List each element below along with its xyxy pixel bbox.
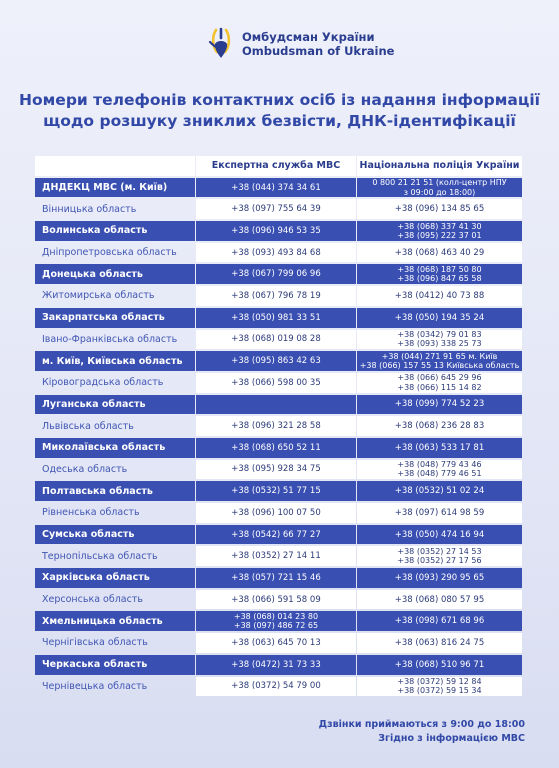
expert-service-phone: [196, 373, 356, 393]
table-row: [35, 198, 525, 220]
national-police-phone: [357, 373, 522, 393]
phone-number: +38 (0372) 54 79 00: [231, 681, 321, 692]
phone-number: +38 (093) 493 84 68: [231, 247, 321, 258]
expert-service-phone: [196, 546, 356, 566]
national-police-phone: [357, 243, 522, 263]
region-name: Херсонська область: [42, 594, 143, 606]
national-police-phone: [357, 416, 522, 436]
national-police-phone: [357, 395, 522, 415]
phone-number: +38 (0542) 66 77 27: [231, 529, 321, 540]
phone-number: +38 (048) 779 46 51: [397, 469, 482, 479]
national-police-phone: [357, 308, 522, 328]
expert-service-phone: [196, 178, 356, 198]
national-police-phone: [357, 460, 522, 480]
table-row: [35, 676, 525, 698]
phone-number: з 09:00 до 18:00): [403, 187, 476, 197]
table-row: [35, 285, 525, 307]
region-name: м. Київ, Київська область: [35, 351, 195, 371]
contacts-table: [35, 155, 525, 697]
phone-number: +38 (066) 115 14 82: [397, 382, 482, 392]
phone-number: +38 (098) 671 68 96: [394, 616, 485, 627]
expert-service-phone: [196, 503, 356, 523]
region-name: Дніпропетровська область: [42, 247, 177, 259]
phone-number: +38 (067) 796 78 19: [231, 290, 321, 301]
phone-number: 0 800 21 21 51 (колл-центр НПУ: [372, 178, 507, 188]
phone-number: +38 (057) 721 15 46: [231, 572, 321, 583]
phone-number: +38 (050) 981 33 51: [231, 312, 321, 323]
expert-service-phone: [196, 264, 356, 284]
expert-service-phone: [196, 611, 356, 631]
page-title-line-1: Номери телефонів контактних осіб із надання інформації: [19, 91, 540, 109]
national-police-phone: [357, 655, 522, 675]
phone-number: +38 (097) 755 64 39: [231, 204, 321, 215]
expert-service-phone: [196, 221, 356, 241]
national-police-phone: [357, 264, 522, 284]
phone-number: +38 (068) 236 28 83: [394, 421, 485, 432]
region-name: Чернівецька область: [42, 680, 148, 692]
phone-number: +38 (063) 645 70 13: [231, 637, 321, 648]
logo-title-en: Ombudsman of Ukraine: [242, 44, 395, 58]
ombudsman-hand-icon: [206, 26, 236, 62]
phone-number: +38 (044) 271 91 65 м. Київ: [381, 351, 498, 361]
phone-number: +38 (096) 847 65 58: [397, 274, 482, 284]
phone-number: +38 (068) 187 50 80: [397, 264, 482, 274]
table-row: [35, 632, 525, 654]
region-name: Чернігівська область: [42, 637, 148, 649]
table-row: [35, 415, 525, 437]
phone-number: +38 (068) 014 23 80: [233, 611, 319, 621]
table-row: [35, 350, 525, 372]
region-name: Черкаська область: [35, 655, 195, 675]
table-header-row: [35, 155, 525, 177]
expert-service-phone: [196, 438, 356, 458]
phone-number: +38 (044) 374 34 61: [231, 182, 321, 193]
expert-service-phone: [196, 308, 356, 328]
phone-number: +38 (093) 338 25 73: [397, 339, 482, 349]
header-region: [35, 156, 195, 176]
table-row: [35, 459, 525, 481]
table-row: [35, 394, 525, 416]
phone-number: +38 (096) 134 85 65: [394, 204, 485, 215]
ombudsman-logo: [206, 24, 395, 64]
page-title: [0, 90, 559, 132]
footer-hours: Дзвінки приймаються з 9:00 до 18:00: [318, 719, 525, 730]
expert-service-phone: [196, 460, 356, 480]
phone-number: +38 (096) 321 28 58: [231, 421, 321, 432]
table-row: [35, 263, 525, 285]
table-row: [35, 545, 525, 567]
phone-number: +38 (0372) 59 15 34: [397, 686, 482, 696]
phone-number: +38 (095) 928 34 75: [231, 464, 321, 475]
national-police-phone: [357, 178, 522, 198]
phone-number: +38 (0472) 31 73 33: [231, 659, 321, 670]
national-police-phone: [357, 481, 522, 501]
national-police-phone: [357, 199, 522, 219]
region-name: Житомирська область: [42, 290, 155, 302]
region-name: Миколаївська область: [35, 438, 195, 458]
phone-number: +38 (097) 614 98 59: [394, 507, 485, 518]
region-name: Донецька область: [35, 264, 195, 284]
region-name: Луганська область: [35, 395, 195, 415]
table-row: [35, 654, 525, 676]
footer-note: [319, 718, 525, 746]
national-police-phone: [357, 677, 522, 697]
expert-service-phone: [196, 525, 356, 545]
phone-number: +38 (0352) 27 14 11: [231, 551, 321, 562]
expert-service-phone: [196, 481, 356, 501]
expert-service-phone: [196, 655, 356, 675]
national-police-phone: [357, 330, 522, 350]
phone-number: +38 (0352) 27 14 53: [397, 546, 482, 556]
national-police-phone: [357, 438, 522, 458]
national-police-phone: [357, 351, 522, 371]
header-national-police: Національна поліція України: [357, 156, 522, 176]
national-police-phone: [357, 568, 522, 588]
phone-number: +38 (068) 019 08 28: [231, 334, 321, 345]
national-police-phone: [357, 503, 522, 523]
expert-service-phone: [196, 633, 356, 653]
expert-service-phone: [196, 395, 356, 415]
expert-service-phone: [196, 330, 356, 350]
phone-number: +38 (093) 290 95 65: [394, 572, 485, 583]
phone-number: +38 (0412) 40 73 88: [394, 290, 485, 301]
expert-service-phone: [196, 590, 356, 610]
region-name: Львівська область: [42, 420, 134, 432]
phone-number: +38 (0342) 79 01 83: [397, 330, 482, 340]
expert-service-phone: [196, 199, 356, 219]
national-police-phone: [357, 590, 522, 610]
phone-number: +38 (066) 645 29 96: [397, 373, 482, 383]
table-row: [35, 480, 525, 502]
region-name: Рівненська область: [42, 507, 140, 519]
region-name: Кіровоградська область: [42, 377, 164, 389]
table-row: [35, 524, 525, 546]
region-name: Волинська область: [35, 221, 195, 241]
header-expert-service: Експертна служба МВС: [196, 156, 356, 176]
region-name: Закарпатська область: [35, 308, 195, 328]
phone-number: +38 (0532) 51 77 15: [231, 486, 321, 497]
region-name: Одеська область: [42, 463, 128, 475]
phone-number: +38 (097) 486 72 65: [233, 621, 319, 631]
phone-number: +38 (068) 650 52 11: [231, 442, 321, 453]
expert-service-phone: [196, 243, 356, 263]
table-row: [35, 502, 525, 524]
phone-number: +38 (068) 080 57 95: [394, 594, 485, 605]
national-police-phone: [357, 221, 522, 241]
national-police-phone: [357, 633, 522, 653]
phone-number: +38 (048) 779 43 46: [397, 460, 482, 470]
phone-number: +38 (099) 774 52 23: [394, 399, 485, 410]
table-row: [35, 329, 525, 351]
phone-number: +38 (095) 863 42 63: [231, 356, 321, 367]
footer-source: Згідно з інформацією МВС: [378, 733, 525, 744]
region-name: Харківська область: [35, 568, 195, 588]
table-row: [35, 437, 525, 459]
expert-service-phone: [196, 677, 356, 697]
phone-number: +38 (067) 799 06 96: [231, 269, 321, 280]
expert-service-phone: [196, 286, 356, 306]
region-name: Тернопільська область: [42, 550, 158, 562]
region-name: Вінницька область: [42, 203, 137, 215]
region-name: Сумська область: [35, 525, 195, 545]
phone-number: +38 (066) 598 00 35: [231, 377, 321, 388]
region-name: ДНДЕКЦ МВС (м. Київ): [35, 178, 195, 198]
table-row: [35, 567, 525, 589]
phone-number: +38 (050) 194 35 24: [394, 312, 485, 323]
table-row: [35, 307, 525, 329]
national-police-phone: [357, 611, 522, 631]
phone-number: +38 (050) 474 16 94: [394, 529, 485, 540]
table-row: [35, 610, 525, 632]
national-police-phone: [357, 525, 522, 545]
expert-service-phone: [196, 568, 356, 588]
expert-service-phone: [196, 416, 356, 436]
national-police-phone: [357, 546, 522, 566]
phone-number: +38 (066) 591 58 09: [231, 594, 321, 605]
phone-number: +38 (0372) 59 12 84: [397, 677, 482, 687]
phone-number: +38 (095) 222 37 01: [397, 230, 482, 240]
table-row: [35, 589, 525, 611]
phone-number: +38 (096) 946 53 35: [231, 225, 321, 236]
phone-number: +38 (066) 157 55 13 Київська область: [359, 361, 520, 371]
phone-number: +38 (068) 510 96 71: [394, 659, 485, 670]
phone-number: +38 (063) 533 17 81: [394, 442, 485, 453]
logo-title-ua: Омбудсман України: [242, 30, 375, 44]
table-row: [35, 372, 525, 394]
phone-number: +38 (068) 337 41 30: [397, 221, 482, 231]
page-title-line-2: щодо розшуку зниклих безвісти, ДНК-ідентифікації: [43, 112, 516, 130]
phone-number: +38 (063) 816 24 75: [394, 637, 485, 648]
table-row: [35, 242, 525, 264]
region-name: Івано-Франківська область: [42, 333, 178, 345]
table-row: [35, 220, 525, 242]
table-row: [35, 177, 525, 199]
national-police-phone: [357, 286, 522, 306]
phone-number: +38 (0532) 51 02 24: [394, 486, 485, 497]
expert-service-phone: [196, 351, 356, 371]
phone-number: +38 (068) 463 40 29: [394, 247, 485, 258]
phone-number: +38 (0352) 27 17 56: [397, 556, 482, 566]
region-name: Хмельницька область: [35, 611, 195, 631]
phone-number: +38 (096) 100 07 50: [231, 507, 321, 518]
region-name: Полтавська область: [35, 481, 195, 501]
